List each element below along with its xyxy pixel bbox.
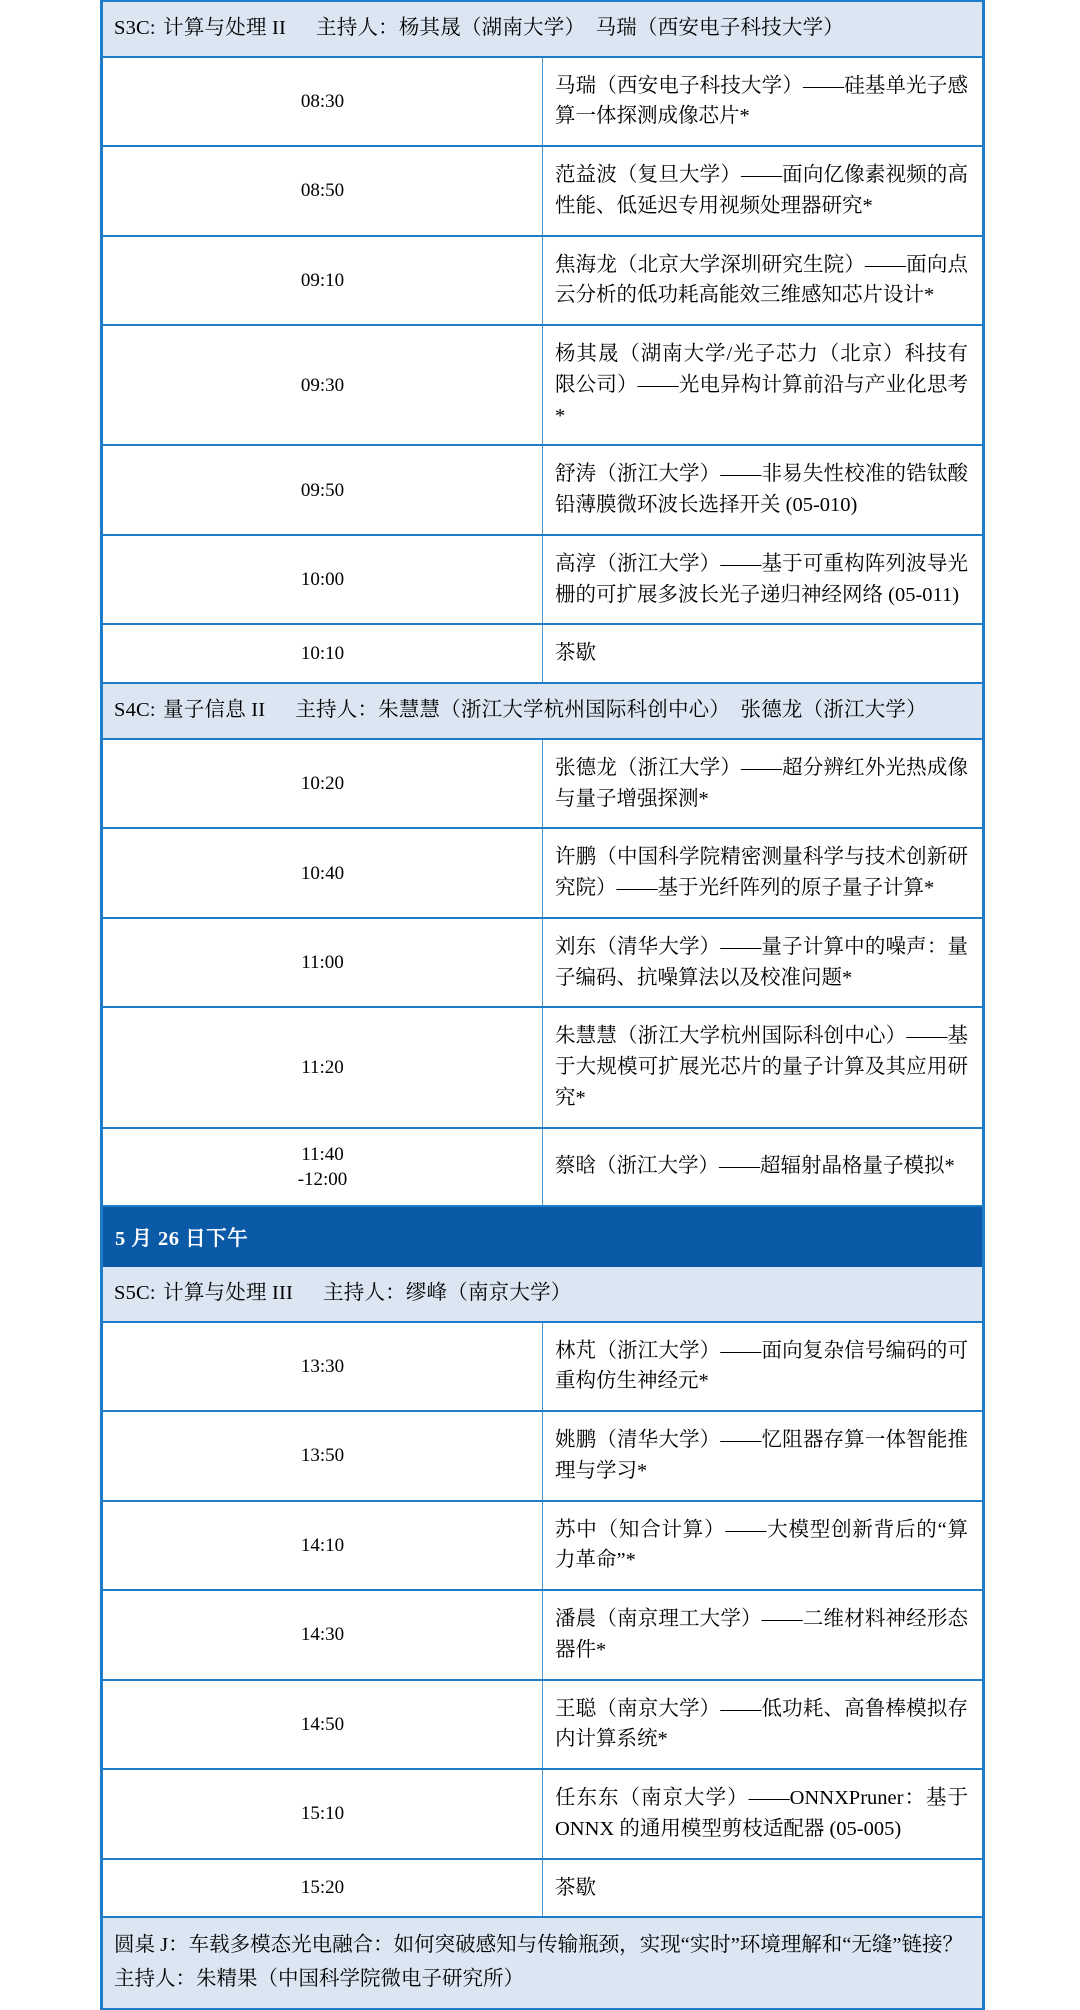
table-row bbox=[102, 57, 984, 147]
talk-time-start: 14:10 bbox=[300, 1534, 345, 1556]
talk-time bbox=[102, 828, 543, 918]
roundtable-chair: 主持人：朱精果（中国科学院微电子研究所） bbox=[114, 1967, 524, 1990]
roundtable-cell bbox=[102, 1917, 984, 2008]
table-row bbox=[102, 624, 984, 683]
roundtable-topic: 圆桌 J：车载多模态光电融合：如何突破感知与传输瓶颈，实现“实时”环境理解和“无缝”链接？ bbox=[114, 1934, 963, 1957]
talk-time-start: 09:10 bbox=[300, 269, 345, 291]
talk-time-start: 10:20 bbox=[300, 773, 345, 795]
table-row bbox=[102, 325, 984, 445]
session-header-cell bbox=[102, 1, 984, 57]
session-title: 计算与处理 II bbox=[163, 17, 287, 39]
talk-time-start: 09:30 bbox=[300, 374, 345, 396]
talk-time-start: 14:50 bbox=[300, 1713, 345, 1735]
table-row bbox=[102, 1322, 984, 1412]
talk-topic: 茶歇 bbox=[543, 1859, 984, 1918]
talk-topic: 范益波（复旦大学）——面向亿像素视频的高性能、低延迟专用视频处理器研究* bbox=[543, 146, 984, 236]
session-code: S3C: bbox=[114, 17, 156, 39]
table-row bbox=[102, 1411, 984, 1501]
table-row bbox=[102, 1680, 984, 1770]
session-header-cell bbox=[102, 683, 984, 739]
talk-time-start: 14:30 bbox=[300, 1624, 345, 1646]
talk-time-start: 15:20 bbox=[300, 1877, 345, 1899]
talk-time bbox=[102, 1411, 543, 1501]
table-row bbox=[102, 445, 984, 535]
talk-topic: 高淳（浙江大学）——基于可重构阵列波导光栅的可扩展多波长光子递归神经网络 (05-011) bbox=[543, 535, 984, 625]
table-row bbox=[102, 1007, 984, 1127]
talk-time bbox=[102, 236, 543, 326]
table-row bbox=[102, 1769, 984, 1859]
talk-topic: 姚鹏（清华大学）——忆阻器存算一体智能推理与学习* bbox=[543, 1411, 984, 1501]
talk-topic: 马瑞（西安电子科技大学）——硅基单光子感算一体探测成像芯片* bbox=[543, 57, 984, 147]
roundtable-j bbox=[102, 1917, 984, 2008]
talk-time bbox=[102, 1128, 543, 1206]
talk-time bbox=[102, 624, 543, 683]
talk-time-start: 10:40 bbox=[300, 862, 345, 884]
session-header-s3c bbox=[102, 1, 984, 57]
talk-time bbox=[102, 1769, 543, 1859]
talk-time-start: 13:50 bbox=[300, 1445, 345, 1467]
table-row bbox=[102, 146, 984, 236]
day-banner-label: 5 月 26 日下午 bbox=[102, 1206, 984, 1266]
talk-topic: 许鹏（中国科学院精密测量科学与技术创新研究院）——基于光纤阵列的原子量子计算* bbox=[543, 828, 984, 918]
talk-time-start: 15:10 bbox=[300, 1803, 345, 1825]
talk-time-start: 08:50 bbox=[300, 180, 345, 202]
talk-time-start: 08:30 bbox=[300, 90, 345, 112]
talk-time bbox=[102, 57, 543, 147]
session-title: 计算与处理 III bbox=[163, 1281, 294, 1304]
session-header-s4c bbox=[102, 683, 984, 739]
talk-time bbox=[102, 1322, 543, 1412]
talk-topic: 蔡晗（浙江大学）——超辐射晶格量子模拟* bbox=[543, 1128, 984, 1206]
table-row bbox=[102, 1501, 984, 1591]
table-row bbox=[102, 535, 984, 625]
talk-topic: 苏中（知合计算）——大模型创新背后的“算力革命”* bbox=[543, 1501, 984, 1591]
talk-time-start: 11:20 bbox=[301, 1057, 344, 1079]
talk-time-start: 11:00 bbox=[301, 952, 344, 974]
table-row bbox=[102, 739, 984, 829]
table-row bbox=[102, 828, 984, 918]
talk-topic: 潘晨（南京理工大学）——二维材料神经形态器件* bbox=[543, 1590, 984, 1680]
talk-time bbox=[102, 1859, 543, 1918]
talk-time-start: 09:50 bbox=[300, 479, 345, 501]
talk-time-start: 10:00 bbox=[300, 569, 345, 591]
talk-time bbox=[102, 739, 543, 829]
table-row bbox=[102, 1590, 984, 1680]
talk-time-start: 10:10 bbox=[300, 643, 345, 665]
talk-time bbox=[102, 1007, 543, 1127]
talk-topic: 刘东（清华大学）——量子计算中的噪声：量子编码、抗噪算法以及校准问题* bbox=[543, 918, 984, 1008]
table-row bbox=[102, 1859, 984, 1918]
talk-time bbox=[102, 918, 543, 1008]
session-header-cell bbox=[102, 1266, 984, 1322]
talk-time-start: 11:40 bbox=[301, 1143, 344, 1165]
talk-time bbox=[102, 1680, 543, 1770]
schedule-table bbox=[100, 0, 985, 2010]
session-code: S4C: bbox=[114, 699, 156, 722]
session-chair-names: 缪峰（南京大学） bbox=[405, 1281, 572, 1304]
talk-time-start: 13:30 bbox=[300, 1355, 345, 1377]
session-code: S5C: bbox=[114, 1281, 156, 1304]
talk-topic: 杨其晟（湖南大学/光子芯力（北京）科技有限公司）——光电异构计算前沿与产业化思考* bbox=[543, 325, 984, 445]
session-chair-names: 朱慧慧（浙江大学杭州国际科创中心） 张德龙（浙江大学） bbox=[378, 699, 927, 722]
talk-topic: 茶歇 bbox=[543, 624, 984, 683]
talk-time bbox=[102, 325, 543, 445]
talk-time-end: -12:00 bbox=[297, 1168, 348, 1190]
talk-topic: 舒涛（浙江大学）——非易失性校准的锆钛酸铅薄膜微环波长选择开关 (05-010) bbox=[543, 445, 984, 535]
session-title: 量子信息 II bbox=[163, 699, 266, 722]
session-header-s5c bbox=[102, 1266, 984, 1322]
talk-topic: 朱慧慧（浙江大学杭州国际科创中心）——基于大规模可扩展光芯片的量子计算及其应用研究* bbox=[543, 1007, 984, 1127]
talk-topic: 王聪（南京大学）——低功耗、高鲁棒模拟存内计算系统* bbox=[543, 1680, 984, 1770]
session-chair-label: 主持人： bbox=[323, 1281, 406, 1304]
talk-time bbox=[102, 445, 543, 535]
talk-topic: 林芃（浙江大学）——面向复杂信号编码的可重构仿生神经元* bbox=[543, 1322, 984, 1412]
talk-time bbox=[102, 1590, 543, 1680]
table-row bbox=[102, 236, 984, 326]
day-banner-may26-afternoon bbox=[102, 1206, 984, 1266]
talk-time bbox=[102, 1501, 543, 1591]
talk-time bbox=[102, 146, 543, 236]
table-row bbox=[102, 918, 984, 1008]
talk-topic: 张德龙（浙江大学）——超分辨红外光热成像与量子增强探测* bbox=[543, 739, 984, 829]
table-row bbox=[102, 1128, 984, 1206]
talk-time bbox=[102, 535, 543, 625]
talk-topic: 任东东（南京大学）——ONNXPruner：基于 ONNX 的通用模型剪枝适配器 (05-005) bbox=[543, 1769, 984, 1859]
talk-topic: 焦海龙（北京大学深圳研究生院）——面向点云分析的低功耗高能效三维感知芯片设计* bbox=[543, 236, 984, 326]
session-chair-names: 杨其晟（湖南大学） 马瑞（西安电子科技大学） bbox=[398, 17, 845, 39]
session-chair-label: 主持人： bbox=[316, 17, 399, 39]
session-chair-label: 主持人： bbox=[295, 699, 379, 722]
